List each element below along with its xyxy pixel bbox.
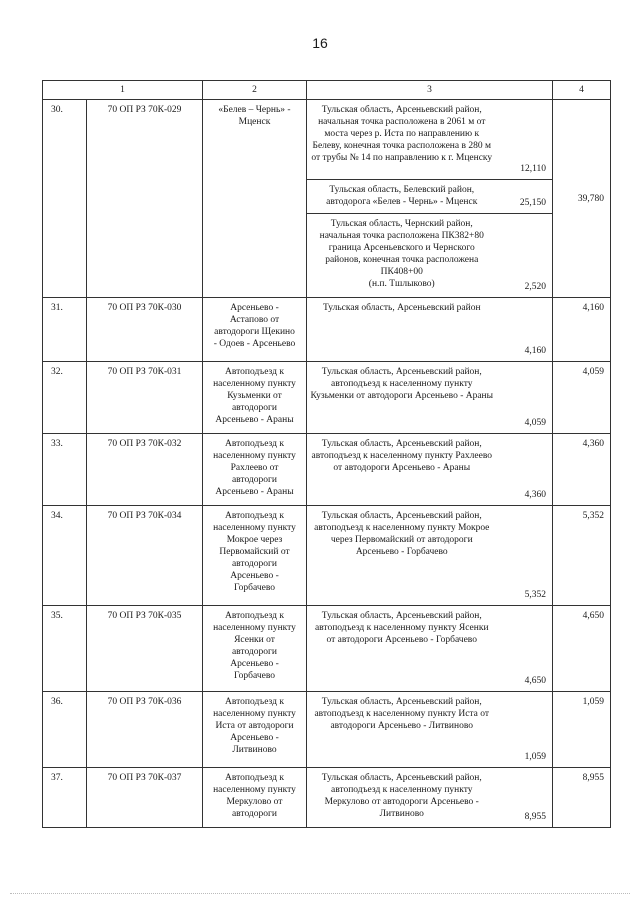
table-row <box>43 434 611 506</box>
road-location: Тульская область, Арсеньевский район, автоподъезд к населенному пункту Иста от автодороги Арсеньево - Литвиново <box>307 692 497 768</box>
road-location: Тульская область, Арсеньевский район <box>307 298 497 362</box>
row-number: 31. <box>43 298 87 362</box>
row-number: 37. <box>43 768 87 828</box>
road-location: Тульская область, Арсеньевский район, автоподъезд к населенному пункту Рахлеево от автодороги Арсеньево - Араны <box>307 434 497 506</box>
road-total-length: 5,352 <box>553 506 611 606</box>
road-total-length: 39,780 <box>553 100 611 298</box>
roads-table <box>42 80 611 828</box>
row-number: 34. <box>43 506 87 606</box>
road-code: 70 ОП РЗ 70К-034 <box>87 506 203 606</box>
road-length: 4,059 <box>497 362 553 434</box>
road-location: Тульская область, Чернский район, начальная точка расположена ПК382+80 граница Арсеньевского и Чернского районов, конечная точка расположена ПК408+00 (н.п. Тшлыково) <box>307 214 497 298</box>
road-total-length: 1,059 <box>553 692 611 768</box>
road-location: Тульская область, Арсеньевский район, начальная точка расположена в 2061 м от моста через р. Иста по направлению к Белеву, конечная точка расположена в 280 м от трубы № 14 по направлению к г. Мценску <box>307 100 497 180</box>
road-code: 70 ОП РЗ 70К-029 <box>87 100 203 298</box>
header-col-4: 4 <box>553 81 611 100</box>
road-name: Автоподъезд к населенному пункту Мокрое через Первомайский от автодороги Арсеньево - Горбачево <box>203 506 307 606</box>
road-name: Автоподъезд к населенному пункту Меркулово от автодороги <box>203 768 307 828</box>
road-location: Тульская область, Арсеньевский район, автоподъезд к населенному пункту Меркулово от автодороги Арсеньево - Литвиново <box>307 768 497 828</box>
road-name: Автоподъезд к населенному пункту Иста от автодороги Арсеньево - Литвиново <box>203 692 307 768</box>
road-length: 5,352 <box>497 506 553 606</box>
table-row <box>43 692 611 768</box>
table-header-row <box>43 81 611 100</box>
table-row <box>43 298 611 362</box>
road-total-length: 4,360 <box>553 434 611 506</box>
road-total-length: 4,650 <box>553 606 611 692</box>
road-total-length: 4,160 <box>553 298 611 362</box>
road-length: 1,059 <box>497 692 553 768</box>
road-total-length: 4,059 <box>553 362 611 434</box>
header-col-3: 3 <box>307 81 553 100</box>
table-row <box>43 100 611 180</box>
row-number: 32. <box>43 362 87 434</box>
road-name: Арсеньево - Астапово от автодороги Щекино - Одоев - Арсеньево <box>203 298 307 362</box>
road-location: Тульская область, Белевский район, автодорога «Белев - Чернь» - Мценск <box>307 180 497 214</box>
road-length: 12,110 <box>497 100 553 180</box>
table-row <box>43 606 611 692</box>
road-length: 4,650 <box>497 606 553 692</box>
table-row <box>43 506 611 606</box>
road-location: Тульская область, Арсеньевский район, автоподъезд к населенному пункту Ясенки от автодороги Арсеньево - Горбачево <box>307 606 497 692</box>
page-bottom-artifact <box>10 893 630 898</box>
road-length: 25,150 <box>497 180 553 214</box>
road-code: 70 ОП РЗ 70К-030 <box>87 298 203 362</box>
road-name: Автоподъезд к населенному пункту Кузьменки от автодороги Арсеньево - Араны <box>203 362 307 434</box>
table-row <box>43 362 611 434</box>
header-col-2: 2 <box>203 81 307 100</box>
road-length: 8,955 <box>497 768 553 828</box>
page-number: 16 <box>312 35 328 51</box>
road-location: Тульская область, Арсеньевский район, автоподъезд к населенному пункту Кузьменки от автодороги Арсеньево - Араны <box>307 362 497 434</box>
road-location: Тульская область, Арсеньевский район, автоподъезд к населенному пункту Мокрое через Первомайский от автодороги Арсеньево - Горбачево <box>307 506 497 606</box>
road-name: Автоподъезд к населенному пункту Ясенки от автодороги Арсеньево - Горбачево <box>203 606 307 692</box>
road-total-length: 8,955 <box>553 768 611 828</box>
road-name: Автоподъезд к населенному пункту Рахлеево от автодороги Арсеньево - Араны <box>203 434 307 506</box>
road-code: 70 ОП РЗ 70К-036 <box>87 692 203 768</box>
road-length: 2,520 <box>497 214 553 298</box>
road-code: 70 ОП РЗ 70К-032 <box>87 434 203 506</box>
road-code: 70 ОП РЗ 70К-031 <box>87 362 203 434</box>
row-number: 33. <box>43 434 87 506</box>
road-code: 70 ОП РЗ 70К-035 <box>87 606 203 692</box>
row-number: 35. <box>43 606 87 692</box>
road-name: «Белев – Чернь» - Мценск <box>203 100 307 298</box>
table-row <box>43 768 611 828</box>
road-length: 4,160 <box>497 298 553 362</box>
row-number: 30. <box>43 100 87 298</box>
row-number: 36. <box>43 692 87 768</box>
header-col-1: 1 <box>43 81 203 100</box>
road-length: 4,360 <box>497 434 553 506</box>
road-code: 70 ОП РЗ 70К-037 <box>87 768 203 828</box>
